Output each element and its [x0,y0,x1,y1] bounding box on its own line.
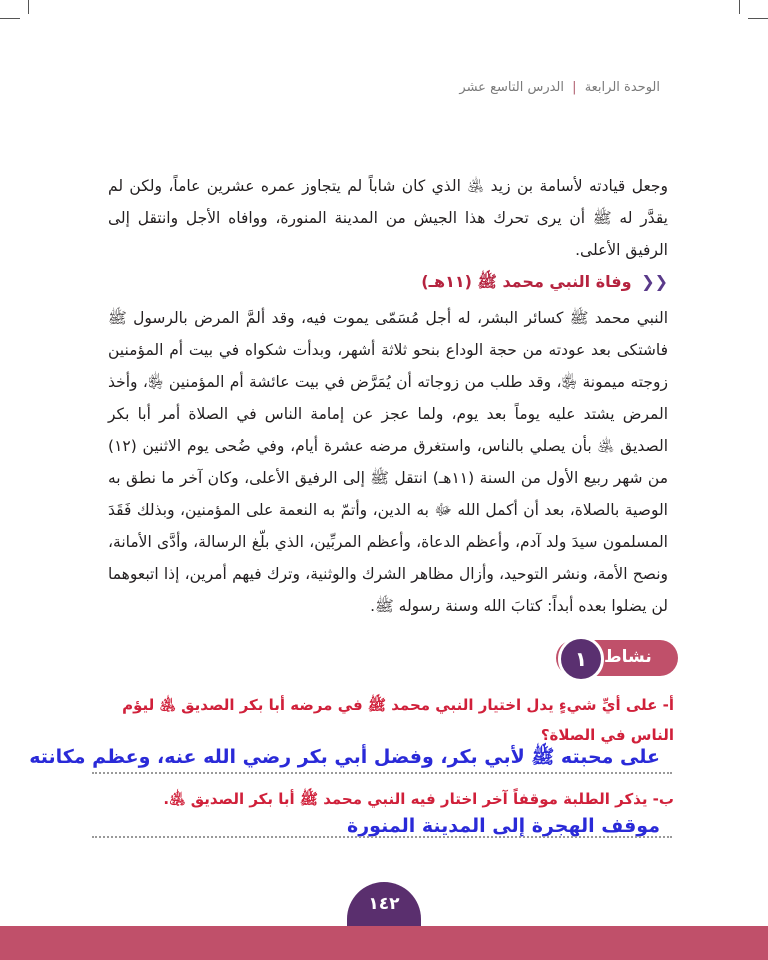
page-number: ١٤٢ [368,894,400,914]
double-chevron-icon: ❮❮ [641,272,668,291]
activity-badge [556,640,678,676]
question-b: ب- يذكر الطلبة موقفاً آخر اختار فيه النبي محمد ﷺ أبا بكر الصديق ﵁. [163,790,674,808]
crop-mark [748,18,768,19]
header-separator: | [572,80,577,95]
section-paragraph: النبي محمد ﷺ كسائر البشر، له أجل مُسَمّى يموت فيه، وقد ألمَّ المرض بالرسول ﷺ فاشتكى بعد عودته من حجة الوداع بنحو ثلاثة أشهر، وبدأت شكواه في بيت أم المؤمنين زوجته ميمونة ﵂، وقد طلب من زوجاته أن يُمَرَّض في بيت عائشة أم المؤمنين ﵂، وأخذ المرض يشتد عليه يوماً بعد يوم، ولما عجز عن إمامة الناس في الصلاة أمر أبا بكر الصديق ﵁ بأن يصلي بالناس، واستغرق مرضه عشرة أيام، وفي ضُحى يوم الاثنين (١٢) من شهر ربيع الأول من السنة (١١هـ) انتقل ﷺ إلى الرفيق الأعلى، وكان آخر ما نطق به الوصية بالصلاة، بعد أن أكمل الله ﷻ به الدين، وأتمّ به النعمة على المؤمنين، وبذلك فَقَدَ المسلمون سيدَ ولد آدم، وأعظم الدعاة، وأعظم المربِّين، الذي بلّغ الرسالة، وأدَّى الأمانة، ونصح الأمة، ونشر التوحيد، وأزال مظاهر الشرك والوثنية، وترك فيهم أمرين، إذا اتبعوهما لن يضلوا بعده أبداً: كتابَ الله وسنة رسوله ﷺ. [108,309,668,615]
answer-line [92,770,672,774]
intro-paragraph: وجعل قيادته لأسامة بن زيد ﵁ الذي كان شاباً لم يتجاوز عمره عشرين عاماً، ولكن لم يقدَّر له ﷺ أن يرى تحرك هذا الجيش من المدينة المنورة، ووافاه الأجل وانتقل إلى الرفيق الأعلى. [108,177,668,259]
footer-band [0,926,768,960]
unit-label: الوحدة الرابعة [584,80,660,95]
section-heading [421,272,668,295]
activity-label: نشاط [604,647,652,667]
crop-mark [739,0,740,14]
lesson-label: الدرس التاسع عشر [459,80,565,95]
page-header [459,80,660,95]
answer-a[interactable]: على محبته ﷺ لأبي بكر، وفضل أبي بكر رضي الله عنه، وعظم مكانته [29,746,660,768]
crop-mark [0,18,20,19]
answer-line [92,834,672,838]
crop-mark [28,0,29,14]
answer-b[interactable]: موقف الهجرة إلى المدينة المنورة [347,815,660,837]
activity-number: ١ [558,636,604,682]
question-a: أ- على أيِّ شيءٍ يدل اختيار النبي محمد ﷺ في مرضه أبا بكر الصديق ﵁ ليؤم الناس في الصلاة؟ [122,696,674,744]
section-title: وفاة النبي محمد ﷺ (١١هـ) [421,272,632,291]
